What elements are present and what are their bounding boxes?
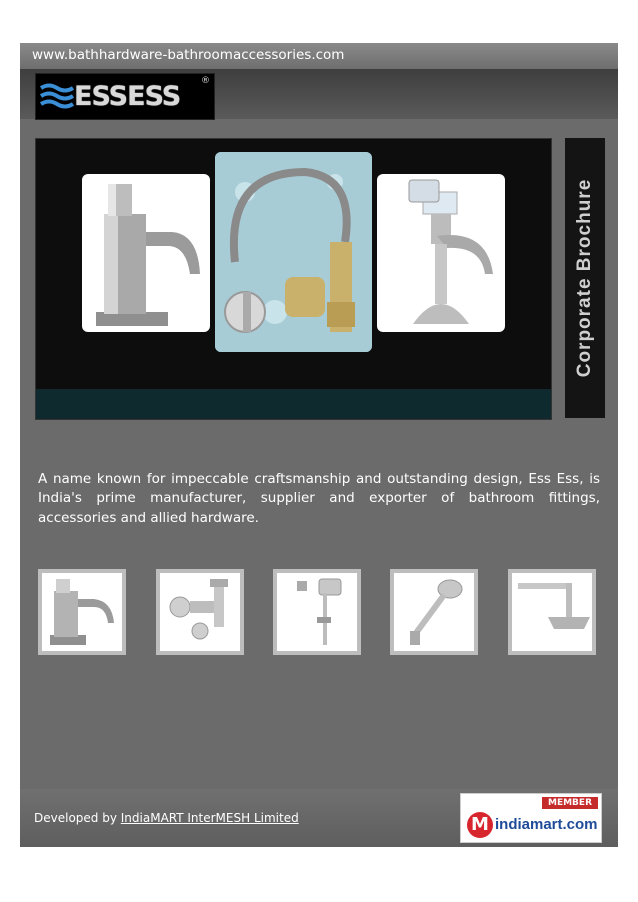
website-url[interactable]: www.bathhardware-bathroomaccessories.com xyxy=(32,47,345,63)
thumbnail-flush-valve[interactable] xyxy=(156,569,244,655)
indiamart-brand: indiamart.com xyxy=(495,816,598,833)
thumbnail-shower-rail[interactable] xyxy=(273,569,361,655)
square-basin-mixer-image xyxy=(82,174,210,332)
corporate-brochure-sidebar xyxy=(565,138,605,418)
corporate-brochure-title: Corporate Brochure xyxy=(574,178,595,378)
flexible-pipe-valve-image xyxy=(215,152,372,352)
indiamart-member-badge[interactable] xyxy=(460,793,602,843)
essess-logo xyxy=(35,73,215,120)
intro-paragraph: A name known for impeccable craftsmanship and outstanding design, Ess Ess, is India's prime manufacturer, supplier and exporter of bathroom fittings, accessories and allied hardware. xyxy=(38,470,600,526)
classic-pillar-tap-image xyxy=(377,174,505,332)
thumbnail-square-shower-head[interactable] xyxy=(508,569,596,655)
top-bar xyxy=(20,43,618,69)
developed-by xyxy=(34,811,299,825)
logo-brand-text: ESSESS xyxy=(74,81,181,112)
thumbnail-hand-shower[interactable] xyxy=(390,569,478,655)
footer xyxy=(20,789,618,847)
thumbnail-square-basin-mixer[interactable] xyxy=(38,569,126,655)
indiamart-logo-icon: M xyxy=(467,812,493,838)
registered-mark: ® xyxy=(201,76,210,86)
hero-banner xyxy=(35,138,552,420)
member-label: MEMBER xyxy=(542,797,598,809)
developed-by-label: Developed by xyxy=(34,811,117,825)
developer-link[interactable]: IndiaMART InterMESH Limited xyxy=(120,811,299,825)
waves-icon xyxy=(40,81,74,111)
brochure-page xyxy=(20,43,618,847)
